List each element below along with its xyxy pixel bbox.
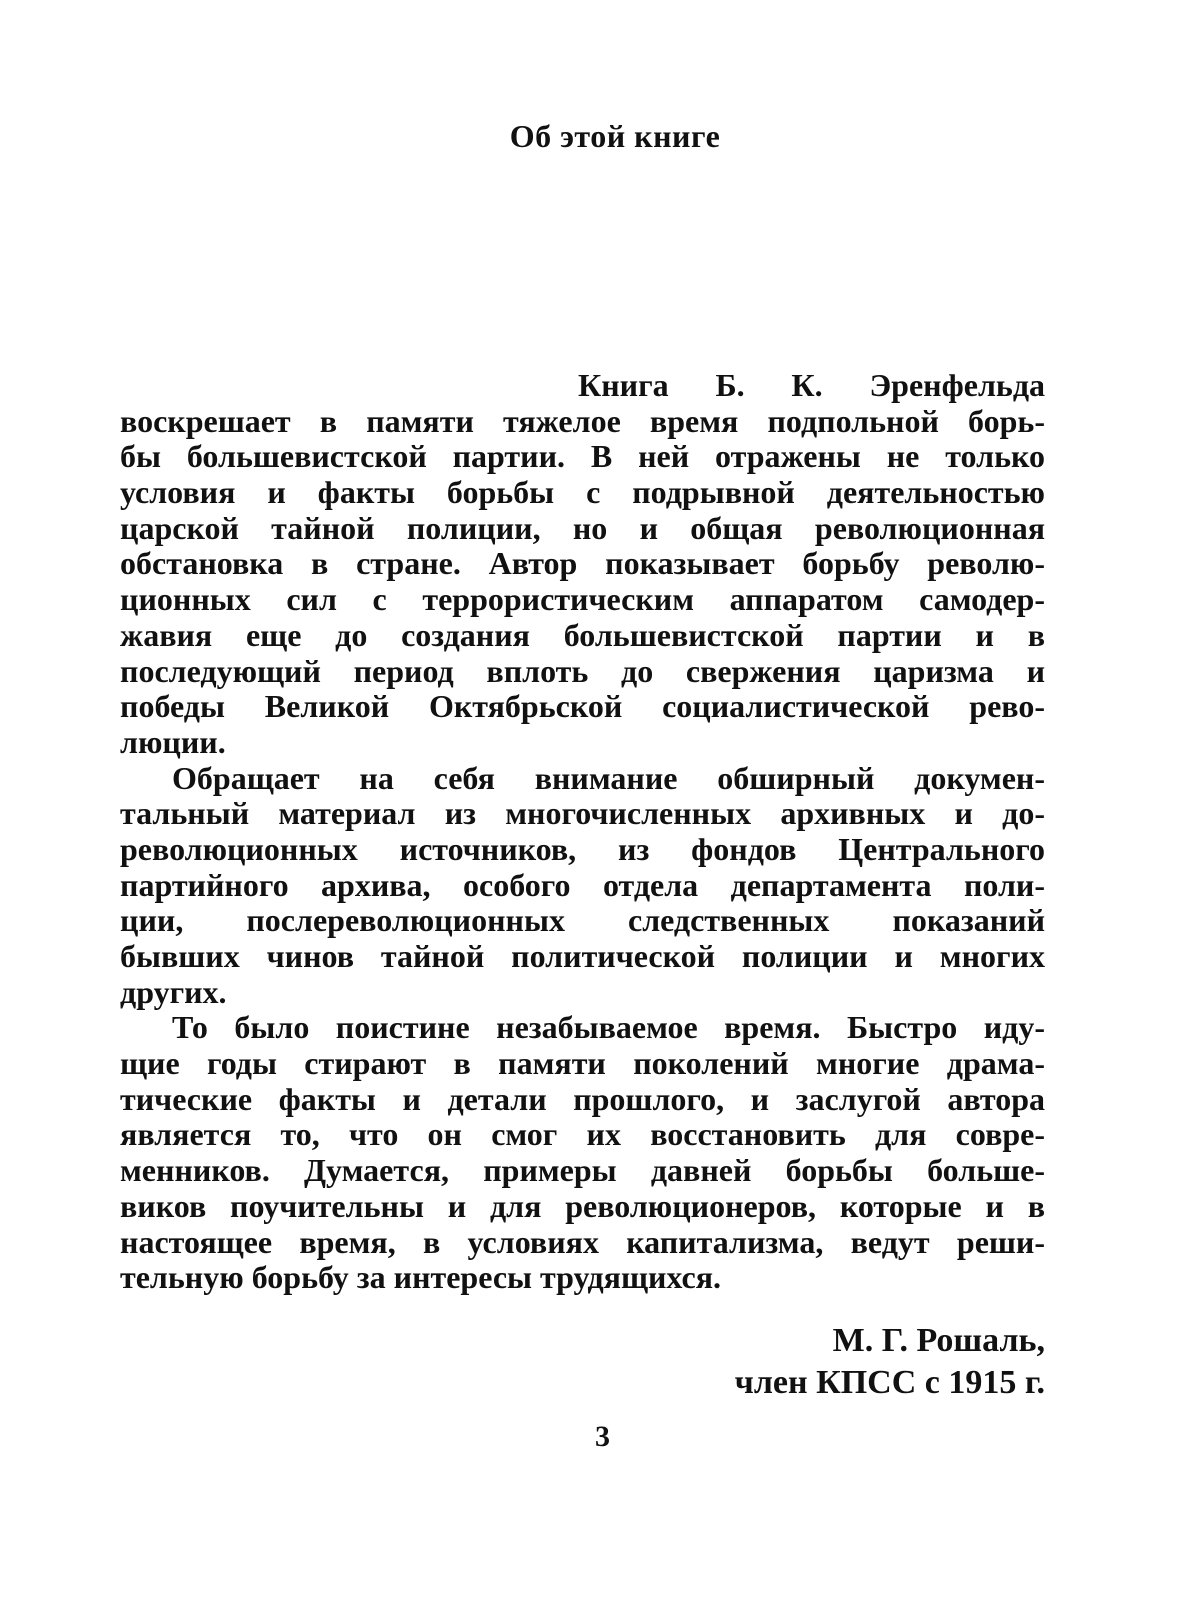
foreword-text <box>120 368 1045 1296</box>
text-line: То было поистине незабываемое время. Быстро иду- <box>172 1009 1045 1046</box>
text-line: партийного архива, особого отдела департамента поли- <box>120 866 1045 903</box>
text-line: настоящее время, в условиях капитализма, ведут реши- <box>120 1223 1045 1260</box>
text-line: люции. <box>120 723 226 760</box>
text-line: бы большевистской партии. В ней отражены не только <box>120 438 1045 475</box>
text-line: ционных сил с террористическим аппаратом самодер- <box>120 581 1045 618</box>
text-line: царской тайной полиции, но и общая революционная <box>120 509 1045 546</box>
signature-name: М. Г. Рошаль, <box>832 1322 1045 1359</box>
text-line: менников. Думается, примеры давней борьбы больше- <box>120 1152 1045 1189</box>
text-line: революционных источников, из фондов Центрального <box>120 830 1045 867</box>
text-line: бывших чинов тайной политической полиции и многих <box>120 938 1045 974</box>
signature-note: член КПСС с 1915 г. <box>734 1364 1045 1401</box>
text-line: щие годы стирают в памяти поколений многие драма- <box>120 1045 1045 1082</box>
text-line: тельную борьбу за интересы трудящихся. <box>120 1259 722 1296</box>
signature-block <box>735 1320 1045 1404</box>
text-line: виков поучительны и для революционеров, которые и в <box>120 1187 1045 1224</box>
text-line: Обращает на себя внимание обширный докумен- <box>172 759 1045 796</box>
page-number: 3 <box>595 1420 610 1453</box>
text-line: ции, послереволюционных следственных показаний <box>120 902 1045 939</box>
text-line: других. <box>120 973 227 1010</box>
text-line: жавия еще до создания большевистской партии и в <box>120 616 1045 653</box>
text-line: победы Великой Октябрьской социалистической рево- <box>120 688 1045 725</box>
text-line: условия и факты борьбы с подрывной деятельностью <box>120 474 1045 511</box>
text-line: воскрешает в памяти тяжелое время подпольной борь- <box>120 402 1045 439</box>
page-title: Об этой книге <box>509 118 721 154</box>
text-line: обстановка в стране. Автор показывает борьбу револю- <box>120 545 1045 582</box>
text-line: Книга Б. К. Эренфельда <box>578 367 1045 403</box>
text-line: является то, что он смог их восстановить для совре- <box>120 1116 1045 1153</box>
text-line: последующий период вплоть до свержения царизма и <box>120 652 1045 689</box>
text-line: тальный материал из многочисленных архивных и до- <box>120 795 1045 832</box>
text-line: тические факты и детали прошлого, и заслугой автора <box>120 1080 1045 1117</box>
